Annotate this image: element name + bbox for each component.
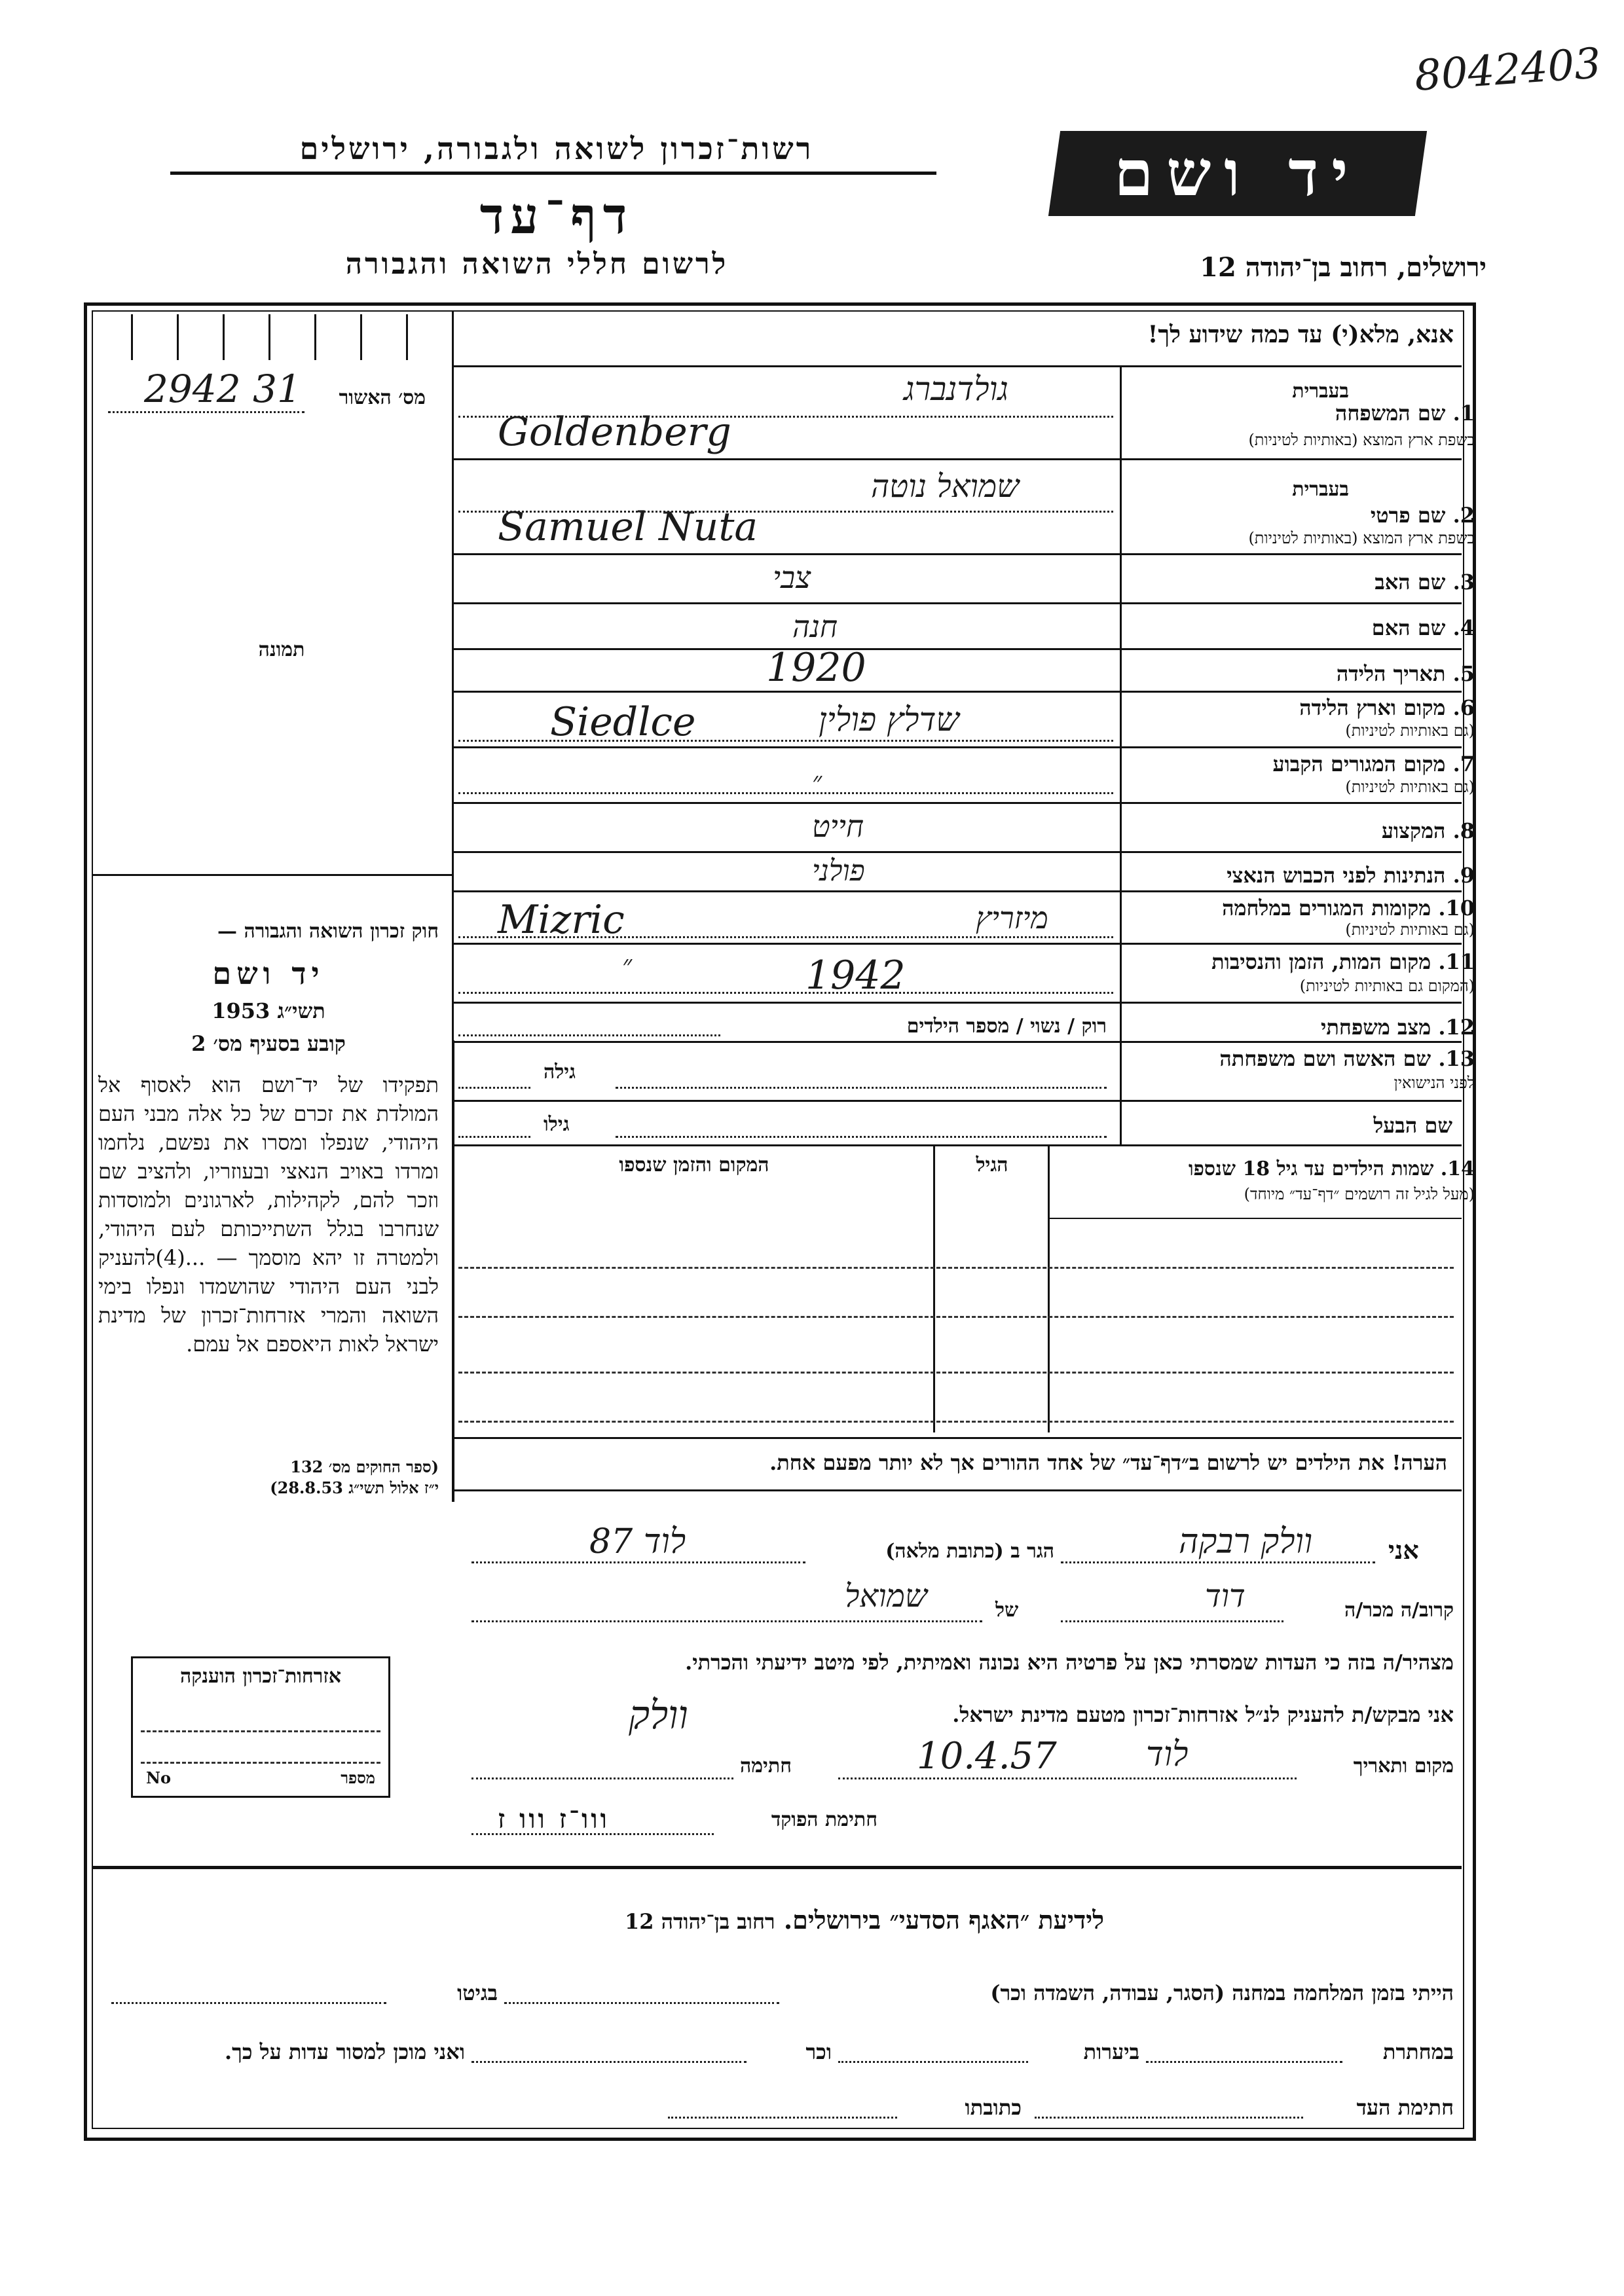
field-1-value-hebrew: גולדנברג bbox=[904, 370, 1008, 408]
decl-of-value: שמואל bbox=[845, 1578, 927, 1614]
authority-underline bbox=[170, 172, 936, 175]
label-value-divider bbox=[1120, 365, 1122, 1144]
approval-label: מס׳ האשור bbox=[339, 386, 426, 409]
field-10-value-hebrew: מיזריץ bbox=[976, 900, 1048, 936]
field-11-line bbox=[458, 992, 1113, 994]
field-9-num: 9. bbox=[1452, 863, 1475, 888]
field-3-num: 3. bbox=[1452, 570, 1475, 594]
row-divider-4 bbox=[452, 648, 1462, 650]
field-10-sub: (גם באותיות לטיניות) bbox=[1345, 920, 1475, 939]
decl-i-label: אני bbox=[1388, 1535, 1419, 1565]
field-12-num: 12. bbox=[1438, 1015, 1475, 1040]
note-bottom-border bbox=[452, 1489, 1462, 1491]
decl-i-line bbox=[1061, 1561, 1375, 1563]
field-7-line bbox=[458, 792, 1113, 794]
field-5-name: תאריך הלידה bbox=[1336, 661, 1446, 686]
left-column-divider-lower bbox=[452, 1040, 454, 1502]
law-title: חוק זכרון השואה והגבורה — bbox=[217, 920, 439, 943]
field-13-num: 13. bbox=[1438, 1046, 1475, 1071]
footer-forests-blank bbox=[838, 2061, 1028, 2063]
children-row-3 bbox=[458, 1372, 1454, 1374]
field-6-num: 6. bbox=[1452, 695, 1475, 720]
field-7-label bbox=[1272, 752, 1475, 776]
field-13-line bbox=[616, 1087, 1107, 1089]
row-divider-11 bbox=[452, 1002, 1462, 1004]
children-label bbox=[1189, 1157, 1475, 1180]
field-6-line bbox=[458, 740, 1113, 742]
decl-official-line bbox=[471, 1833, 714, 1835]
field-2-sub: בשפת ארץ המוצא (באותיות לטיניות) bbox=[1248, 529, 1475, 547]
decl-official-stamp: ווו־ז ווו ז bbox=[498, 1804, 610, 1834]
citizenship-line-2 bbox=[141, 1762, 380, 1764]
husband-age-label: גילו bbox=[544, 1113, 570, 1136]
field-8-value: חייט bbox=[812, 809, 864, 844]
citizenship-number-label: מספר bbox=[341, 1768, 375, 1787]
field-11-sub: (המקום גם באותיות לטיניות) bbox=[1299, 977, 1475, 995]
row-divider-7 bbox=[452, 802, 1462, 804]
field-6-label bbox=[1299, 695, 1475, 720]
decl-signature-line bbox=[471, 1777, 733, 1779]
children-title: שמות הילדים עד גיל 18 שנספו bbox=[1188, 1157, 1434, 1180]
field-5-label bbox=[1337, 661, 1475, 686]
law-text: תפקידו של יד־ושם הוא לאסוף אל המולדת את זכרם של כל אלה מבני העם היהודי, שנפלו ומסרו את נפשם, נלחמו ומרדו באויב הנאצי ובעוזריו, ולהציב שם וזכר להם, לקהילות, לארגונים ולמוסדות שנחרבו בגלל השתייכותם לעם היהודי, ולמטרה זו יהא מוסמך — ...(4)להעניק לבני העם היהודי שהושמדו ונפלו בימי השואה והמרי אזרחות־זכרון של מדינת ישראל לאות היאספם אל עמם. bbox=[98, 1072, 439, 1357]
field-12-line bbox=[458, 1034, 720, 1036]
footer-etc: וכר bbox=[805, 2039, 832, 2064]
footer-top-border bbox=[92, 1866, 1462, 1869]
field-2-num: 2. bbox=[1452, 503, 1475, 528]
field-1-sub: בשפת ארץ המוצא (באותיות לטיניות) bbox=[1248, 431, 1475, 449]
field-13-label bbox=[1219, 1046, 1475, 1071]
field-4-value: חנה bbox=[792, 609, 838, 644]
logo-text: יד ושם bbox=[1114, 136, 1361, 210]
field-11-num: 11. bbox=[1438, 949, 1475, 974]
field-7-value: ״ bbox=[812, 767, 822, 797]
field-6-name: מקום וארץ הלידה bbox=[1299, 695, 1446, 720]
field-2-name: שם פרטי bbox=[1370, 503, 1446, 528]
field-12-options: רוק / נשוי / מספר הילדים bbox=[906, 1015, 1107, 1038]
children-col-divider-2 bbox=[933, 1144, 935, 1432]
decl-address-line bbox=[471, 1561, 805, 1563]
footer-line1: הייתי בזמן המלחמה במחנה (הסגר, עבודה, השמדה וכר) bbox=[990, 1980, 1454, 2005]
row-divider-9 bbox=[452, 890, 1462, 892]
field-4-label bbox=[1372, 615, 1475, 640]
decl-place-value: לוד bbox=[1146, 1735, 1189, 1774]
decl-place-date-label: מקום ותאריך bbox=[1353, 1755, 1454, 1777]
instructions: אנא, מלא(י) עד כמה שידוע לך! bbox=[1147, 321, 1454, 348]
footer-title-text: לידיעת ״האגף הסדעי״ בירושלים. bbox=[783, 1905, 1105, 1935]
row-divider-12 bbox=[452, 1041, 1462, 1043]
field-8-label bbox=[1382, 818, 1475, 843]
footer-ready: ואני מוכן למסור עדות על כך. bbox=[224, 2039, 465, 2064]
archive-number: 8042403 bbox=[1412, 39, 1603, 101]
left-column-divider bbox=[452, 310, 454, 1040]
field-8-name: המקצוע bbox=[1381, 818, 1446, 843]
decl-statement: מצהיר/ה בזה כי העדות שמסרתי כאן על פרטיה היא נכונה ואמיתית, לפי מיטב ידיעתי והכרתי. bbox=[685, 1650, 1454, 1675]
footer-his-address: כתובתו bbox=[965, 2095, 1022, 2120]
footer-address: רחוב בן־יהודה 12 bbox=[624, 1909, 775, 1934]
field-4-name: שם האם bbox=[1371, 615, 1446, 640]
field-2-line bbox=[458, 511, 1113, 513]
field-12-label bbox=[1321, 1015, 1475, 1040]
field-13-age-line bbox=[458, 1087, 530, 1089]
footer-title bbox=[406, 1905, 1323, 1935]
field-10-value: Mizric bbox=[498, 897, 625, 943]
row-divider-6 bbox=[452, 746, 1462, 748]
law-year: תשי״ג 1953 bbox=[212, 998, 325, 1023]
children-header-line bbox=[1048, 1218, 1462, 1219]
husband-line bbox=[616, 1136, 1107, 1138]
approval-value: 2942 31 bbox=[144, 367, 301, 411]
field-13-age-label: גילה bbox=[544, 1061, 576, 1084]
field-6-value: Siedlce bbox=[550, 699, 696, 745]
field-3-name: שם האב bbox=[1375, 570, 1446, 594]
decl-request: אני מבקש/ת להעניק לנ״ל אזרחות־זכרון מטעם מדינת ישראל. bbox=[952, 1702, 1454, 1727]
law-source: (ספר החוקים מס׳ 132 י״ז אלול תשי״ג 28.8.53) bbox=[270, 1457, 439, 1497]
instruction-divider bbox=[452, 365, 1462, 367]
decl-relation-line bbox=[1061, 1620, 1283, 1622]
field-1-value: Goldenberg bbox=[498, 409, 731, 455]
children-num: 14. bbox=[1440, 1157, 1475, 1180]
field-7-name: מקום המגורים הקבוע bbox=[1272, 752, 1446, 776]
citizenship-box bbox=[131, 1656, 390, 1798]
row-divider-14 bbox=[452, 1144, 1462, 1146]
photo-bottom-border bbox=[92, 874, 452, 876]
footer-witness-sig: חתימת העד bbox=[1356, 2095, 1454, 2120]
field-4-num: 4. bbox=[1452, 615, 1475, 640]
field-9-name: הנתינות לפני הכבוש הנאצי bbox=[1227, 863, 1446, 888]
field-2-value: Samuel Nuta bbox=[498, 504, 758, 550]
field-9-label bbox=[1227, 863, 1475, 888]
note-top-border bbox=[452, 1437, 1462, 1439]
field-11-label bbox=[1211, 949, 1475, 974]
field-7-sub: (גם באותיות לטיניות) bbox=[1345, 778, 1475, 796]
field-1-name: שם המשפחה bbox=[1335, 401, 1446, 426]
footer-line1-blank bbox=[504, 2002, 779, 2004]
children-row-1 bbox=[458, 1267, 1454, 1269]
husband-label: שם הבעל bbox=[1373, 1113, 1452, 1138]
children-sub: (מעל לגיל זה רושמים ״דף־עד״ מיוחד) bbox=[1244, 1185, 1475, 1203]
row-divider-10 bbox=[452, 943, 1462, 945]
footer-forests: ביערות bbox=[1083, 2039, 1139, 2064]
field-5-value: 1920 bbox=[766, 645, 866, 691]
row-divider-13 bbox=[452, 1100, 1462, 1102]
decl-relation-value: דוד bbox=[1205, 1578, 1246, 1614]
decl-of-line bbox=[471, 1620, 982, 1622]
address: ירושלים, רחוב בן־יהודה 12 bbox=[1200, 252, 1486, 283]
decl-of-label: של bbox=[995, 1599, 1019, 1622]
footer-ghetto-blank bbox=[111, 2002, 386, 2004]
field-11-value-mark: ״ bbox=[622, 950, 633, 980]
citizenship-no-label: No bbox=[146, 1768, 171, 1787]
note-text: הערה! את הילדים יש לרשום ב״דף־עד״ של אחד ההורים אך לא יותר מפעם אחת. bbox=[769, 1450, 1447, 1475]
decl-resides: הגר ב (כתובת מלאה) bbox=[885, 1540, 1054, 1563]
children-col-divider-1 bbox=[1048, 1144, 1050, 1432]
field-12-name: מצב משפחתי bbox=[1321, 1015, 1431, 1040]
children-row-2 bbox=[458, 1316, 1454, 1318]
field-10-name: מקומות המגורים במלחמה bbox=[1222, 896, 1431, 920]
citizenship-line-1 bbox=[141, 1730, 380, 1732]
field-1-label bbox=[1335, 401, 1475, 426]
decl-signature-value: וולק bbox=[629, 1692, 688, 1738]
sheet-title: דף־עד bbox=[479, 187, 634, 245]
children-col-place: המקום והזמן שנספו bbox=[619, 1154, 769, 1176]
footer-underground-blank bbox=[1146, 2061, 1342, 2063]
field-9-value: פולני bbox=[812, 854, 865, 888]
field-1-lang: בעברית bbox=[1292, 380, 1349, 403]
decl-i-value: וולק רבקה bbox=[1179, 1522, 1313, 1561]
approval-tick-boxes bbox=[105, 314, 439, 360]
field-7-num: 7. bbox=[1452, 752, 1475, 776]
yad-vashem-logo bbox=[1048, 131, 1427, 216]
footer-etc-blank bbox=[471, 2061, 747, 2063]
approval-line bbox=[108, 411, 304, 413]
field-10-line bbox=[458, 936, 1113, 938]
field-2-lang: בעברית bbox=[1292, 478, 1349, 501]
row-divider-5 bbox=[452, 691, 1462, 693]
field-11-name: מקום המות, הזמן והנסיבות bbox=[1211, 949, 1431, 974]
decl-official-label: חתימת הפוקד bbox=[771, 1808, 877, 1831]
field-13-name: שם האשה ושם משפחתה bbox=[1219, 1046, 1431, 1071]
husband-age-line bbox=[458, 1136, 530, 1138]
children-col-age: הגיל bbox=[976, 1154, 1008, 1176]
footer-ghetto: בגיטו bbox=[457, 1980, 498, 2005]
footer-underground: במחתרת bbox=[1382, 2039, 1454, 2064]
law-clause: קובע בסעיף מס׳ 2 bbox=[191, 1031, 346, 1056]
field-10-label bbox=[1222, 896, 1475, 920]
decl-address-value: לוד 87 bbox=[589, 1522, 686, 1561]
field-1-num: 1. bbox=[1452, 401, 1475, 426]
decl-date-value: 10.4.57 bbox=[917, 1735, 1057, 1777]
row-divider-3 bbox=[452, 602, 1462, 604]
law-name: יד ושם bbox=[212, 956, 325, 991]
row-divider-1 bbox=[452, 458, 1462, 460]
field-13-sub: לפני הנישואין bbox=[1393, 1074, 1475, 1092]
field-10-num: 10. bbox=[1438, 896, 1475, 920]
field-3-value: צבי bbox=[773, 560, 811, 595]
field-8-num: 8. bbox=[1452, 818, 1475, 843]
field-6-value-hebrew: שדלץ פולין bbox=[819, 701, 959, 738]
field-2-label bbox=[1371, 503, 1475, 528]
decl-place-date-line bbox=[838, 1777, 1297, 1779]
authority-name: רשות־זכרון לשואה ולגבורה, ירושלים bbox=[299, 131, 814, 166]
footer-his-address-blank bbox=[668, 2117, 897, 2119]
row-divider-8 bbox=[452, 851, 1462, 853]
field-11-value: 1942 bbox=[805, 953, 906, 998]
field-5-num: 5. bbox=[1452, 661, 1475, 686]
photo-label: תמונה bbox=[258, 638, 305, 661]
row-divider-2 bbox=[452, 553, 1462, 555]
children-row-4 bbox=[458, 1421, 1454, 1423]
field-1-line bbox=[458, 416, 1113, 418]
citizenship-title: אזרחות־זכרון הוענקה bbox=[179, 1665, 342, 1688]
subtitle: לרשום חללי השואה והגבורה bbox=[345, 247, 729, 281]
field-3-label bbox=[1375, 570, 1475, 594]
field-6-sub: (גם באותיות לטיניות) bbox=[1345, 721, 1475, 740]
decl-relation-label: קרוב/ה מכר/ה bbox=[1344, 1599, 1454, 1622]
decl-signature-label: חתימה bbox=[740, 1755, 792, 1777]
field-2-value-hebrew: שמואל נוטה bbox=[871, 468, 1020, 505]
footer-witness-sig-blank bbox=[1035, 2117, 1303, 2119]
